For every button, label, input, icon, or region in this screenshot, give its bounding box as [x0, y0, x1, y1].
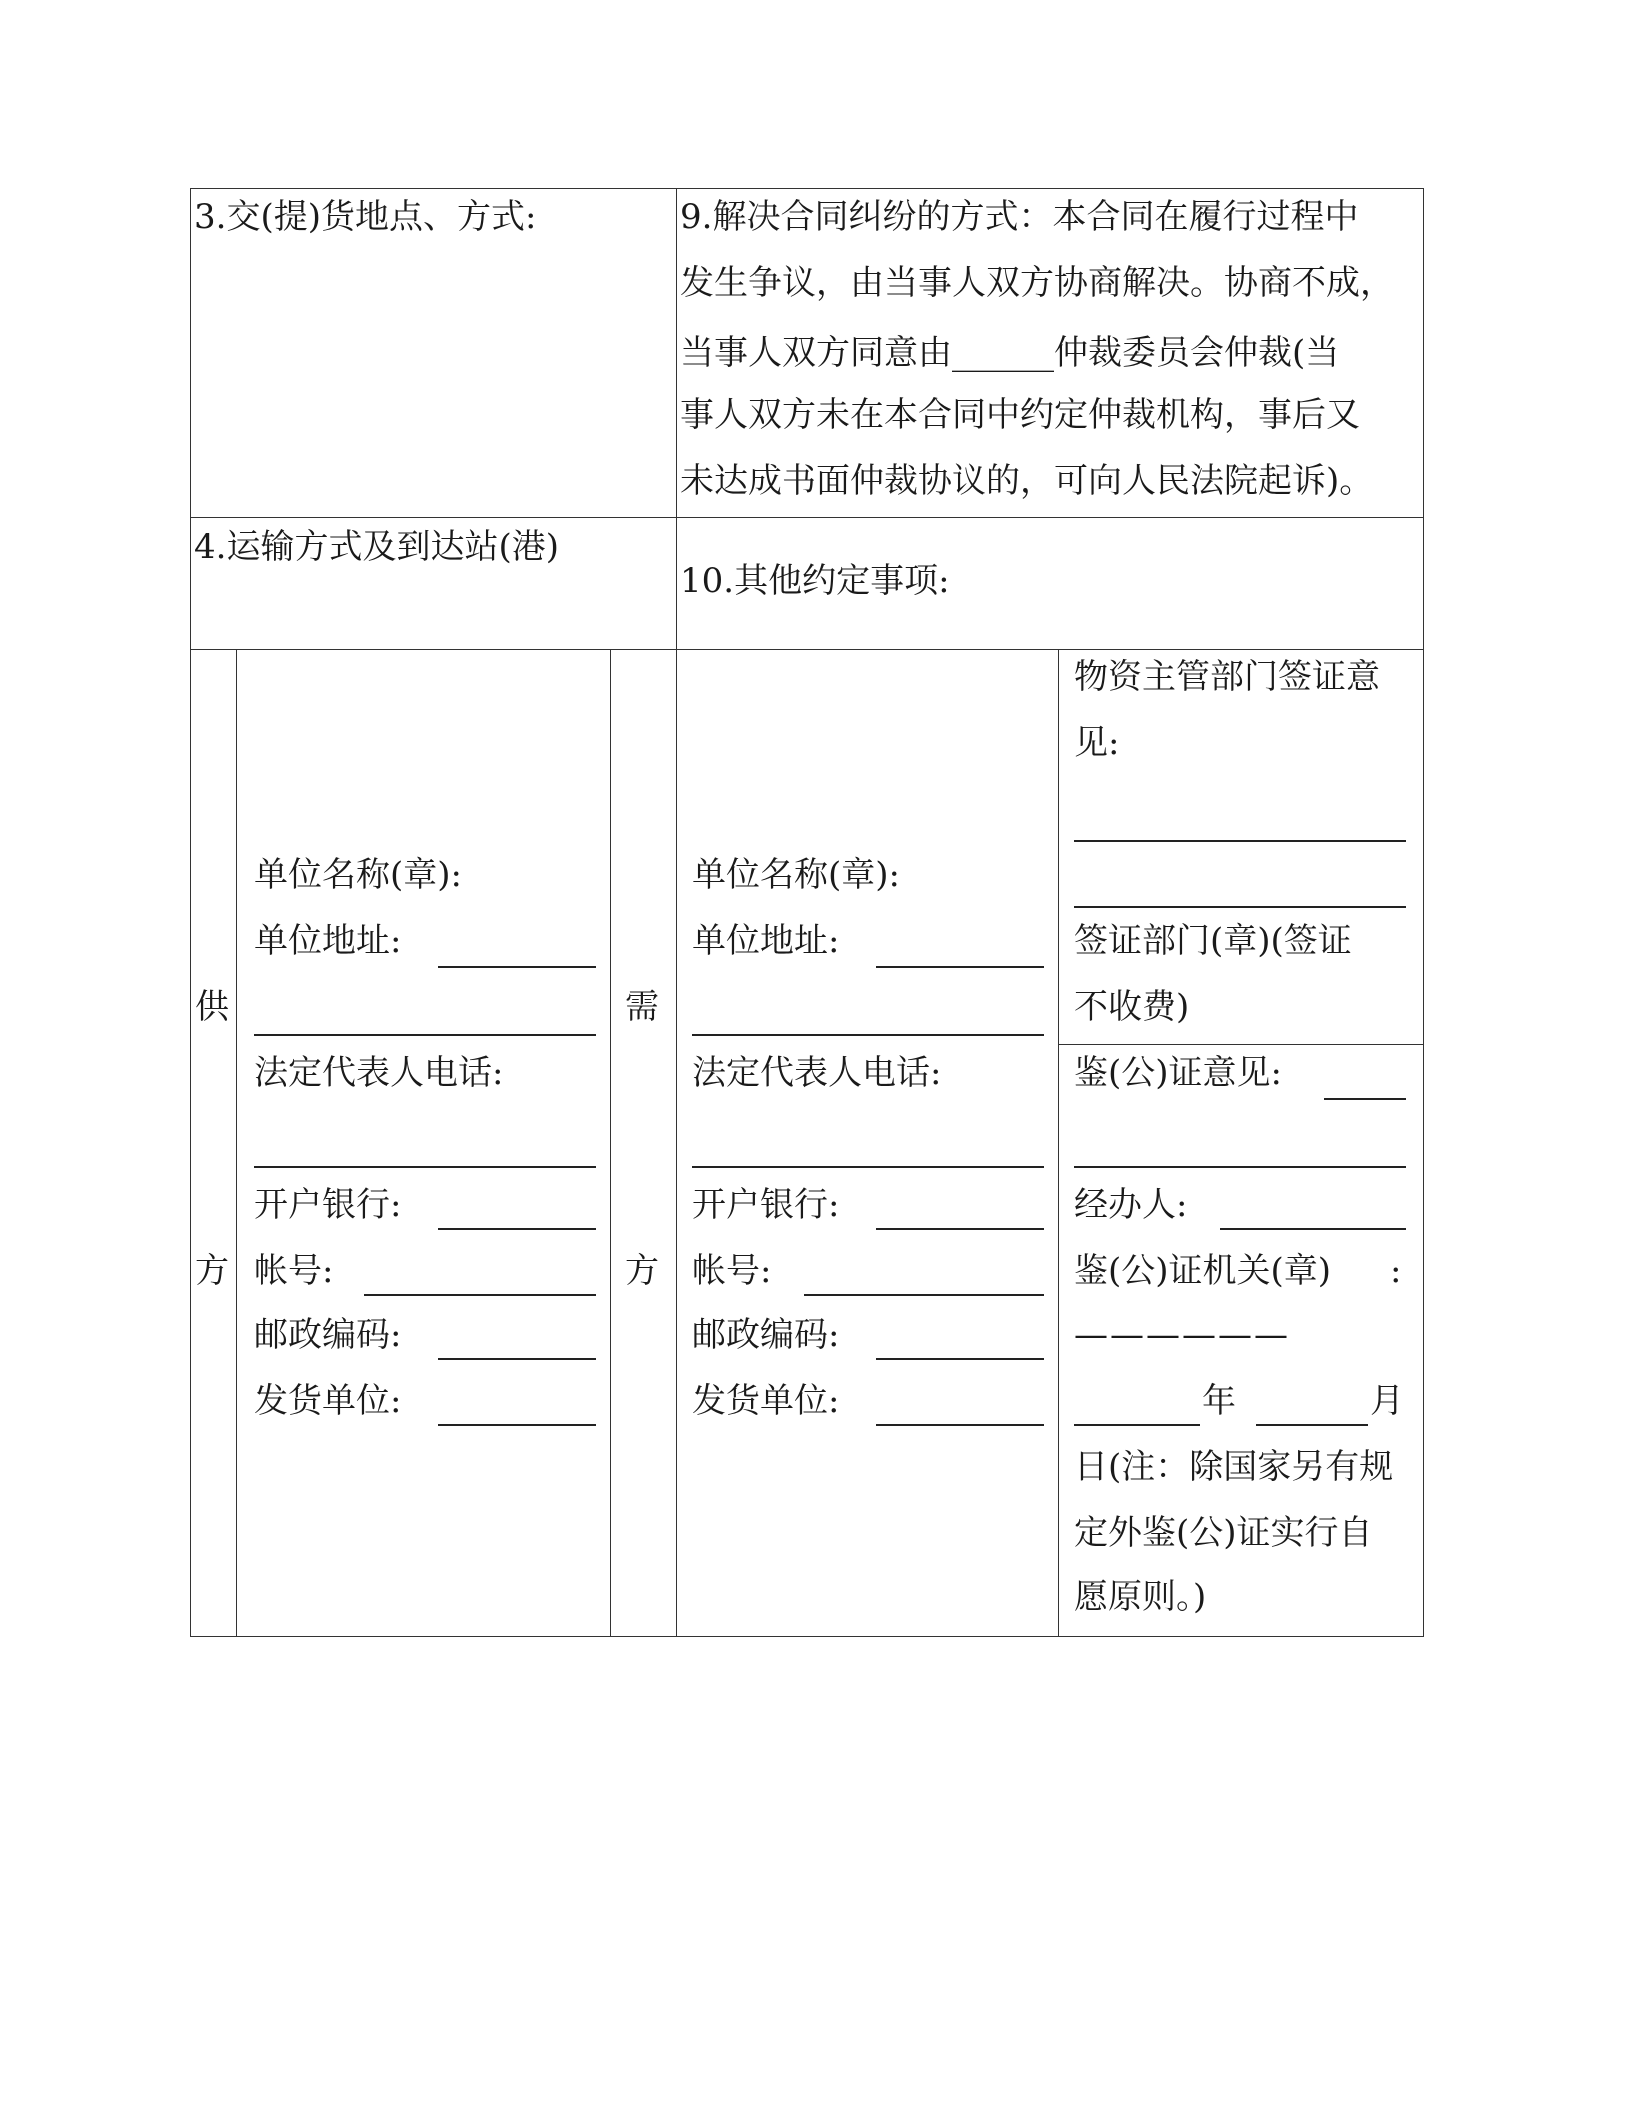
buyer-phone-line[interactable] — [692, 1166, 1044, 1168]
authority-dept-line-1: 签证部门(章)(签证 — [1074, 921, 1352, 961]
notary-office: 鉴(公)证机关(章) — [1074, 1251, 1332, 1291]
dispute-resolution-line-1: 9.解决合同纠纷的方式：本合同在履行过程中 — [680, 197, 1359, 237]
notary-opinion: 鉴(公)证意见: — [1074, 1053, 1282, 1093]
supplier-bank-line[interactable] — [438, 1228, 596, 1230]
supplier-side-char-1: 供 — [195, 987, 229, 1027]
supplier-unit-address: 单位地址: — [254, 921, 402, 961]
notary-opinion-line-a[interactable] — [1324, 1098, 1406, 1100]
dispute-resolution-line-5: 未达成书面仲裁协议的，可向人民法院起诉)。 — [680, 461, 1374, 501]
delivery-place-label: 3.交(提)货地点、方式: — [194, 197, 537, 237]
buyer-legal-rep-phone: 法定代表人电话: — [692, 1053, 942, 1093]
supplier-postal-code: 邮政编码: — [254, 1315, 402, 1355]
notary-dashes: —————— — [1074, 1315, 1290, 1355]
buyer-shipper-line[interactable] — [876, 1424, 1044, 1426]
notary-month-line[interactable] — [1256, 1424, 1368, 1426]
notary-office-colon: : — [1390, 1251, 1402, 1291]
supplier-phone-line[interactable] — [254, 1166, 596, 1168]
authority-opinion-line-a[interactable] — [1074, 840, 1406, 842]
notary-handler-line[interactable] — [1220, 1228, 1406, 1230]
buyer-bank: 开户银行: — [692, 1185, 840, 1225]
notary-handler: 经办人: — [1074, 1185, 1188, 1225]
authority-left-divider — [1058, 649, 1059, 1637]
buyer-shipper: 发货单位: — [692, 1381, 840, 1421]
other-terms-label: 10.其他约定事项: — [680, 561, 950, 601]
notary-year: 年 — [1202, 1381, 1236, 1421]
supplier-shipper-line[interactable] — [438, 1424, 596, 1426]
buyer-side-char-2: 方 — [625, 1251, 659, 1291]
dispute-resolution-line-3: 当事人双方同意由______仲裁委员会仲裁(当 — [680, 333, 1340, 373]
buyer-address-line-1[interactable] — [876, 966, 1044, 968]
supplier-address-line-1[interactable] — [438, 966, 596, 968]
notary-note-line-1: 日(注：除国家另有规 — [1074, 1447, 1394, 1487]
buyer-account-line[interactable] — [804, 1294, 1044, 1296]
notary-opinion-line-b[interactable] — [1074, 1166, 1406, 1168]
dispute-resolution-line-2: 发生争议，由当事人双方协商解决。协商不成， — [680, 263, 1394, 303]
buyer-account: 帐号: — [692, 1251, 772, 1291]
buyer-unit-address: 单位地址: — [692, 921, 840, 961]
buyer-postal-line[interactable] — [876, 1358, 1044, 1360]
supplier-legal-rep-phone: 法定代表人电话: — [254, 1053, 504, 1093]
buyer-unit-name: 单位名称(章): — [692, 855, 900, 895]
supplier-label-divider — [236, 649, 237, 1637]
dispute-resolution-line-4: 事人双方未在本合同中约定仲裁机构，事后又 — [680, 395, 1360, 435]
transport-method-label: 4.运输方式及到达站(港) — [194, 527, 559, 567]
buyer-postal-code: 邮政编码: — [692, 1315, 840, 1355]
buyer-label-left-divider — [610, 649, 611, 1637]
supplier-shipper: 发货单位: — [254, 1381, 402, 1421]
notary-note-line-3: 愿原则。) — [1074, 1577, 1207, 1617]
supplier-side-char-2: 方 — [195, 1251, 229, 1291]
supplier-account: 帐号: — [254, 1251, 334, 1291]
buyer-address-line-2[interactable] — [692, 1034, 1044, 1036]
supplier-account-line[interactable] — [364, 1294, 596, 1296]
table-bottom-border — [190, 1636, 1423, 1637]
supplier-address-line-2[interactable] — [254, 1034, 596, 1036]
authority-dept-line-2: 不收费) — [1074, 987, 1190, 1027]
table-left-border — [190, 188, 191, 1637]
authority-opinion-line-2: 见: — [1074, 723, 1120, 763]
notary-month: 月 — [1370, 1381, 1404, 1421]
buyer-side-char-1: 需 — [625, 987, 659, 1027]
notary-year-line[interactable] — [1074, 1424, 1200, 1426]
notary-note-line-2: 定外鉴(公)证实行自 — [1074, 1513, 1373, 1553]
table-right-border — [1423, 188, 1424, 1637]
authority-opinion-line-1: 物资主管部门签证意 — [1074, 657, 1380, 697]
buyer-bank-line[interactable] — [876, 1228, 1044, 1230]
supplier-unit-name: 单位名称(章): — [254, 855, 462, 895]
supplier-postal-line[interactable] — [438, 1358, 596, 1360]
table-mid-divider — [676, 188, 677, 1637]
supplier-bank: 开户银行: — [254, 1185, 402, 1225]
